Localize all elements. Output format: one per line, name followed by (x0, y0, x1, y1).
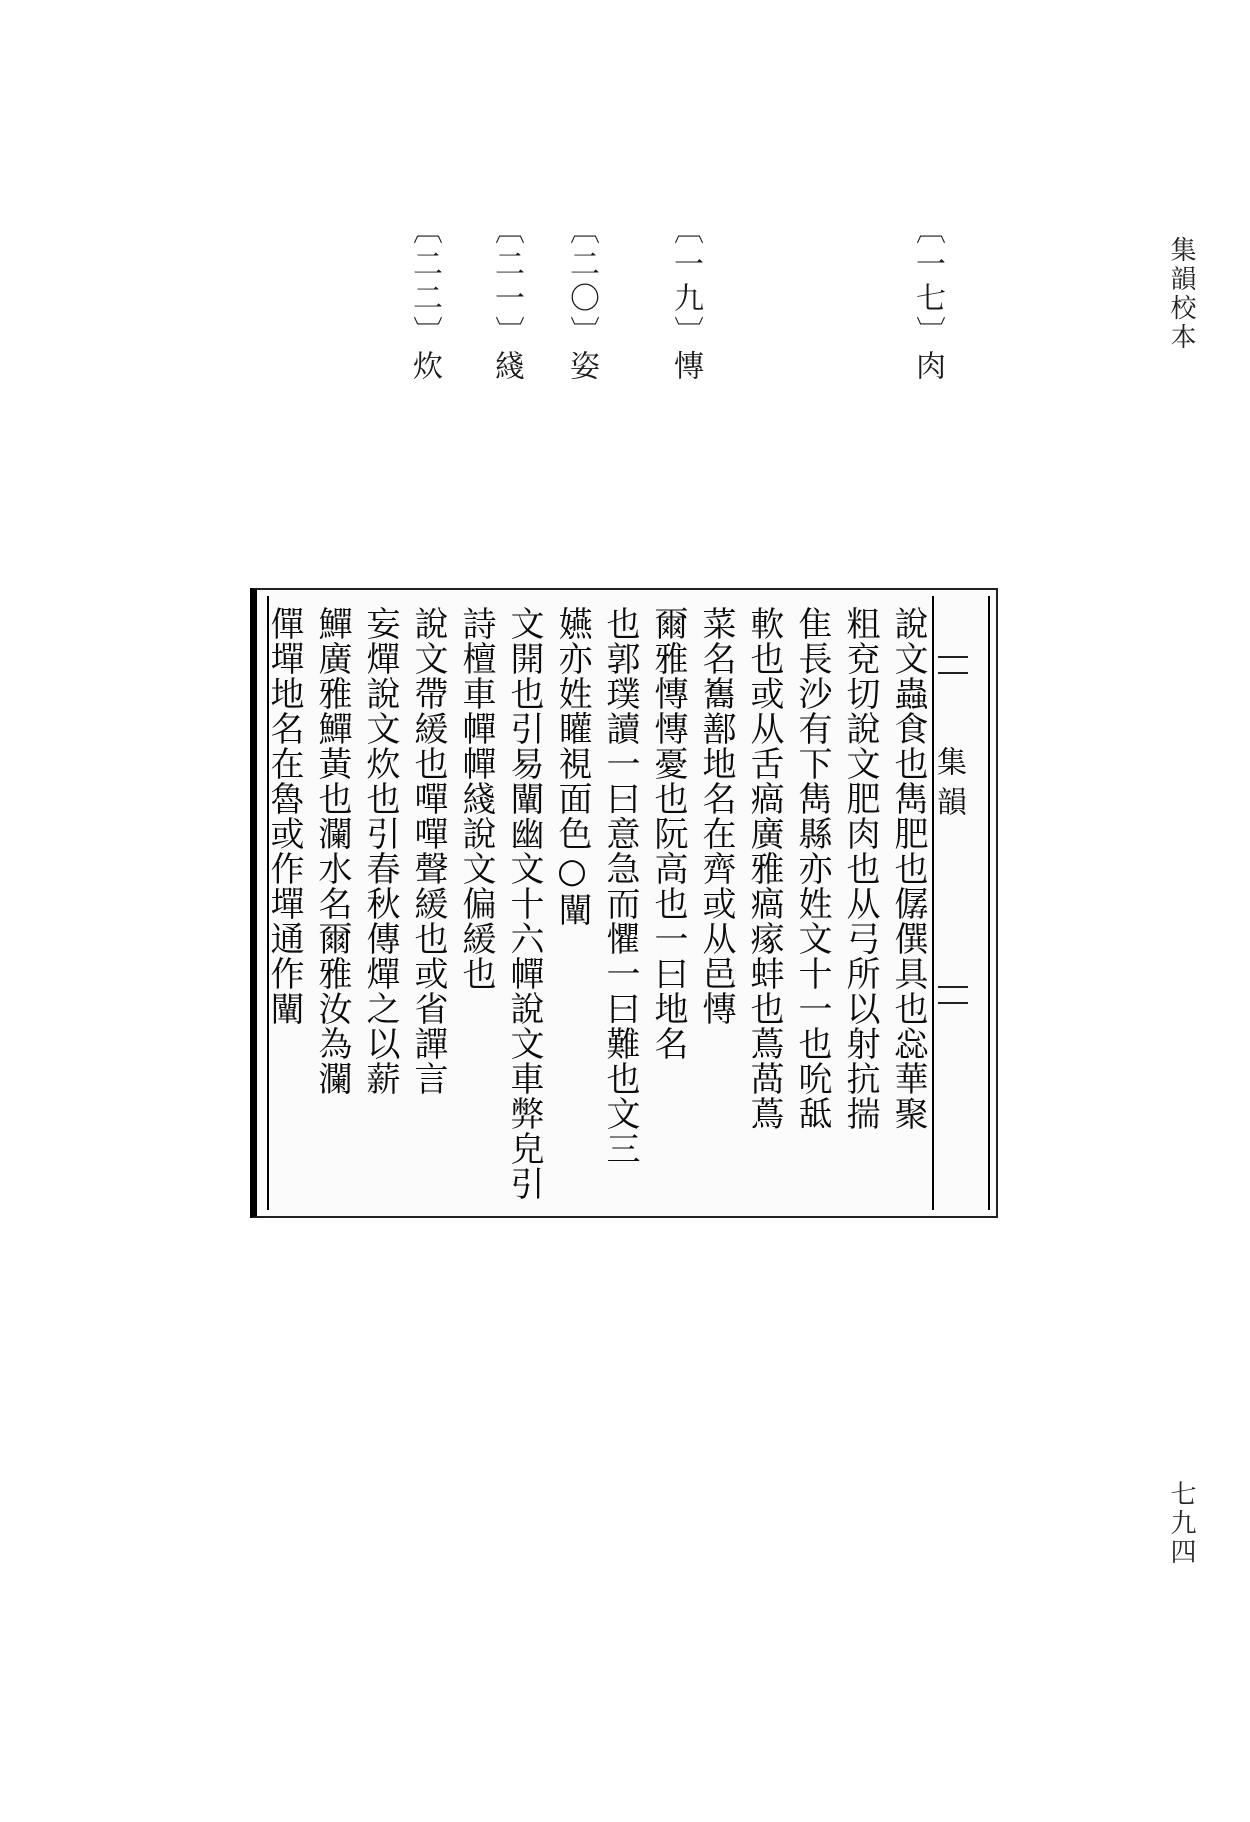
text-column-6: 爾雅慱慱憂也阮高也一曰地名 (648, 606, 688, 1061)
fish-tail-mark-upper (938, 656, 968, 674)
collation-note-21: 〔二一〕綫 (489, 214, 524, 384)
text-column-12: 妄燀說文炊也引春秋傳燀之以薪 (360, 606, 400, 1096)
fish-tail-mark-lower (938, 986, 968, 1004)
collation-note-17: 〔一七〕肉 (910, 214, 945, 384)
collation-note-20: 〔二〇〕姿 (564, 214, 599, 384)
text-column-2: 粗兗切說文肥肉也从弓所以射抗揣 (840, 606, 880, 1131)
running-head: 集韻校本 (1166, 236, 1196, 352)
text-column-4: 軟也或从舌瘑廣雅瘑瘃蚌也蔦萵蔦 (744, 606, 784, 1131)
collation-note-19: 〔一九〕慱 (668, 214, 703, 384)
text-column-1: 說文蟲食也雋肥也僝僎具也惢華聚 (888, 606, 928, 1131)
gutter-title: 集韻 (931, 746, 966, 826)
text-column-11: 說文帶緩也嘽嘽聲緩也或省譂言 (408, 606, 448, 1096)
text-column-3: 隹長沙有下雋縣亦姓文十一也吮䑛 (792, 606, 832, 1131)
text-column-14: 僤墠地名在魯或作墠通作闡 (264, 606, 304, 1026)
text-column-7: 也郭璞讀一曰意急而懼一曰難也文三 (600, 606, 640, 1166)
text-column-9: 文開也引易闡幽文十六幝說文車弊皃引 (504, 606, 544, 1201)
page-number: 七九四 (1166, 1480, 1196, 1567)
center-gutter (932, 596, 982, 1210)
text-column-5: 菜名雟鄯地名在齊或从邑慱 (696, 606, 736, 1026)
text-column-13: 鱓廣雅鱓黃也瀾水名爾雅汝為瀾 (312, 606, 352, 1096)
text-column-10: 詩檀車幝幝綫說文偏緩也 (456, 606, 496, 991)
collation-note-22: 〔二二〕炊 (407, 214, 442, 384)
woodblock-page (250, 588, 998, 1218)
text-column-8: 嬿亦姓矔視面色○闡 (552, 606, 592, 927)
print-frame (264, 596, 990, 1210)
